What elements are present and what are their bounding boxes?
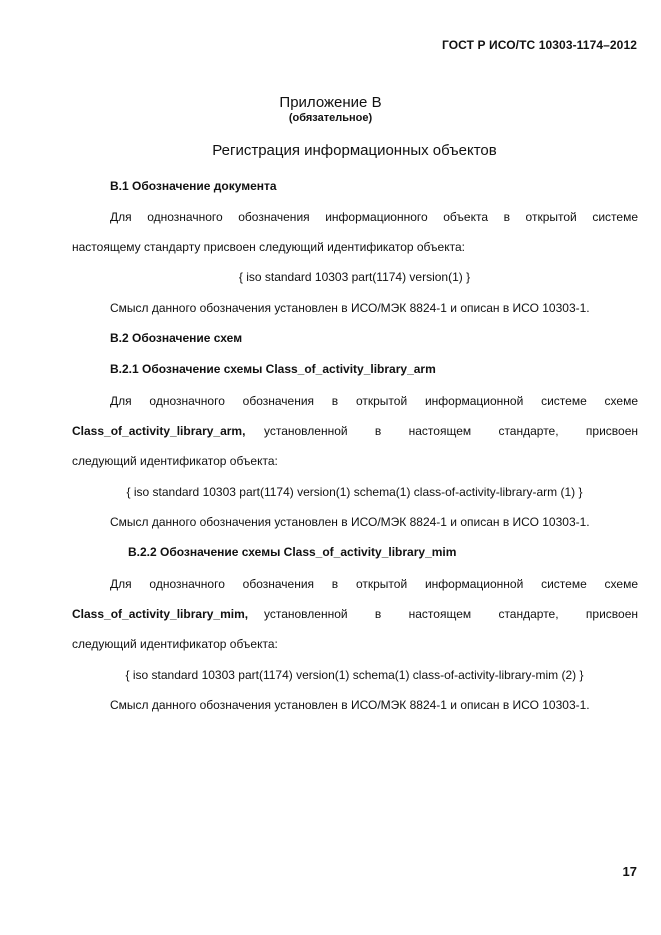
b21-heading: В.2.1 Обозначение схемы Class_of_activity_library_arm [110, 362, 436, 376]
appendix-subtitle: (обязательное) [288, 112, 373, 124]
b1-meaning: Смысл данного обозначения установлен в ИСО/МЭК 8824-1 и описан в ИСО 10303-1. [110, 301, 590, 315]
b22-para-line3: следующий идентификатор объекта: [72, 637, 278, 651]
b1-para-line1: Для однозначного обозначения информационного объекта в открытой системе [110, 210, 638, 224]
b21-meaning: Смысл данного обозначения установлен в ИСО/МЭК 8824-1 и описан в ИСО 10303-1. [110, 515, 590, 529]
b1-identifier: { iso standard 10303 part(1174) version(1) } [238, 270, 471, 284]
b21-identifier: { iso standard 10303 part(1174) version(1) schema(1) class-of-activity-library-arm (1) } [126, 485, 583, 499]
b21-schema-name: Class_of_activity_library_arm, [72, 424, 246, 438]
b22-heading: В.2.2 Обозначение схемы Class_of_activity_library_mim [128, 545, 457, 559]
b22-para-line2 [72, 607, 638, 621]
b21-para-line3: следующий идентификатор объекта: [72, 454, 278, 468]
b22-para-line1: Для однозначного обозначения в открытой информационной системе схеме [110, 577, 638, 591]
appendix-title: Приложение В [279, 94, 382, 111]
b22-identifier: { iso standard 10303 part(1174) version(1) schema(1) class-of-activity-library-mim (2) } [125, 668, 584, 682]
b2-heading: В.2 Обозначение схем [110, 331, 243, 345]
b1-para-line2: настоящему стандарту присвоен следующий идентификатор объекта: [72, 240, 465, 254]
page-number: 17 [622, 864, 637, 879]
b22-meaning: Смысл данного обозначения установлен в ИСО/МЭК 8824-1 и описан в ИСО 10303-1. [110, 698, 590, 712]
document-header: ГОСТ Р ИСО/ТС 10303-1174–2012 [441, 38, 637, 52]
b21-para-line2-rest: установленной в настоящем стандарте, присвоен [263, 424, 638, 438]
b1-heading: В.1 Обозначение документа [110, 179, 277, 193]
b22-schema-name: Class_of_activity_library_mim, [72, 607, 249, 621]
b21-para-line1: Для однозначного обозначения в открытой информационной системе схеме [110, 394, 638, 408]
b21-para-line2 [72, 424, 638, 438]
section-title: Регистрация информационных объектов [212, 142, 497, 159]
b22-para-line2-rest: установленной в настоящем стандарте, присвоен [263, 607, 638, 621]
